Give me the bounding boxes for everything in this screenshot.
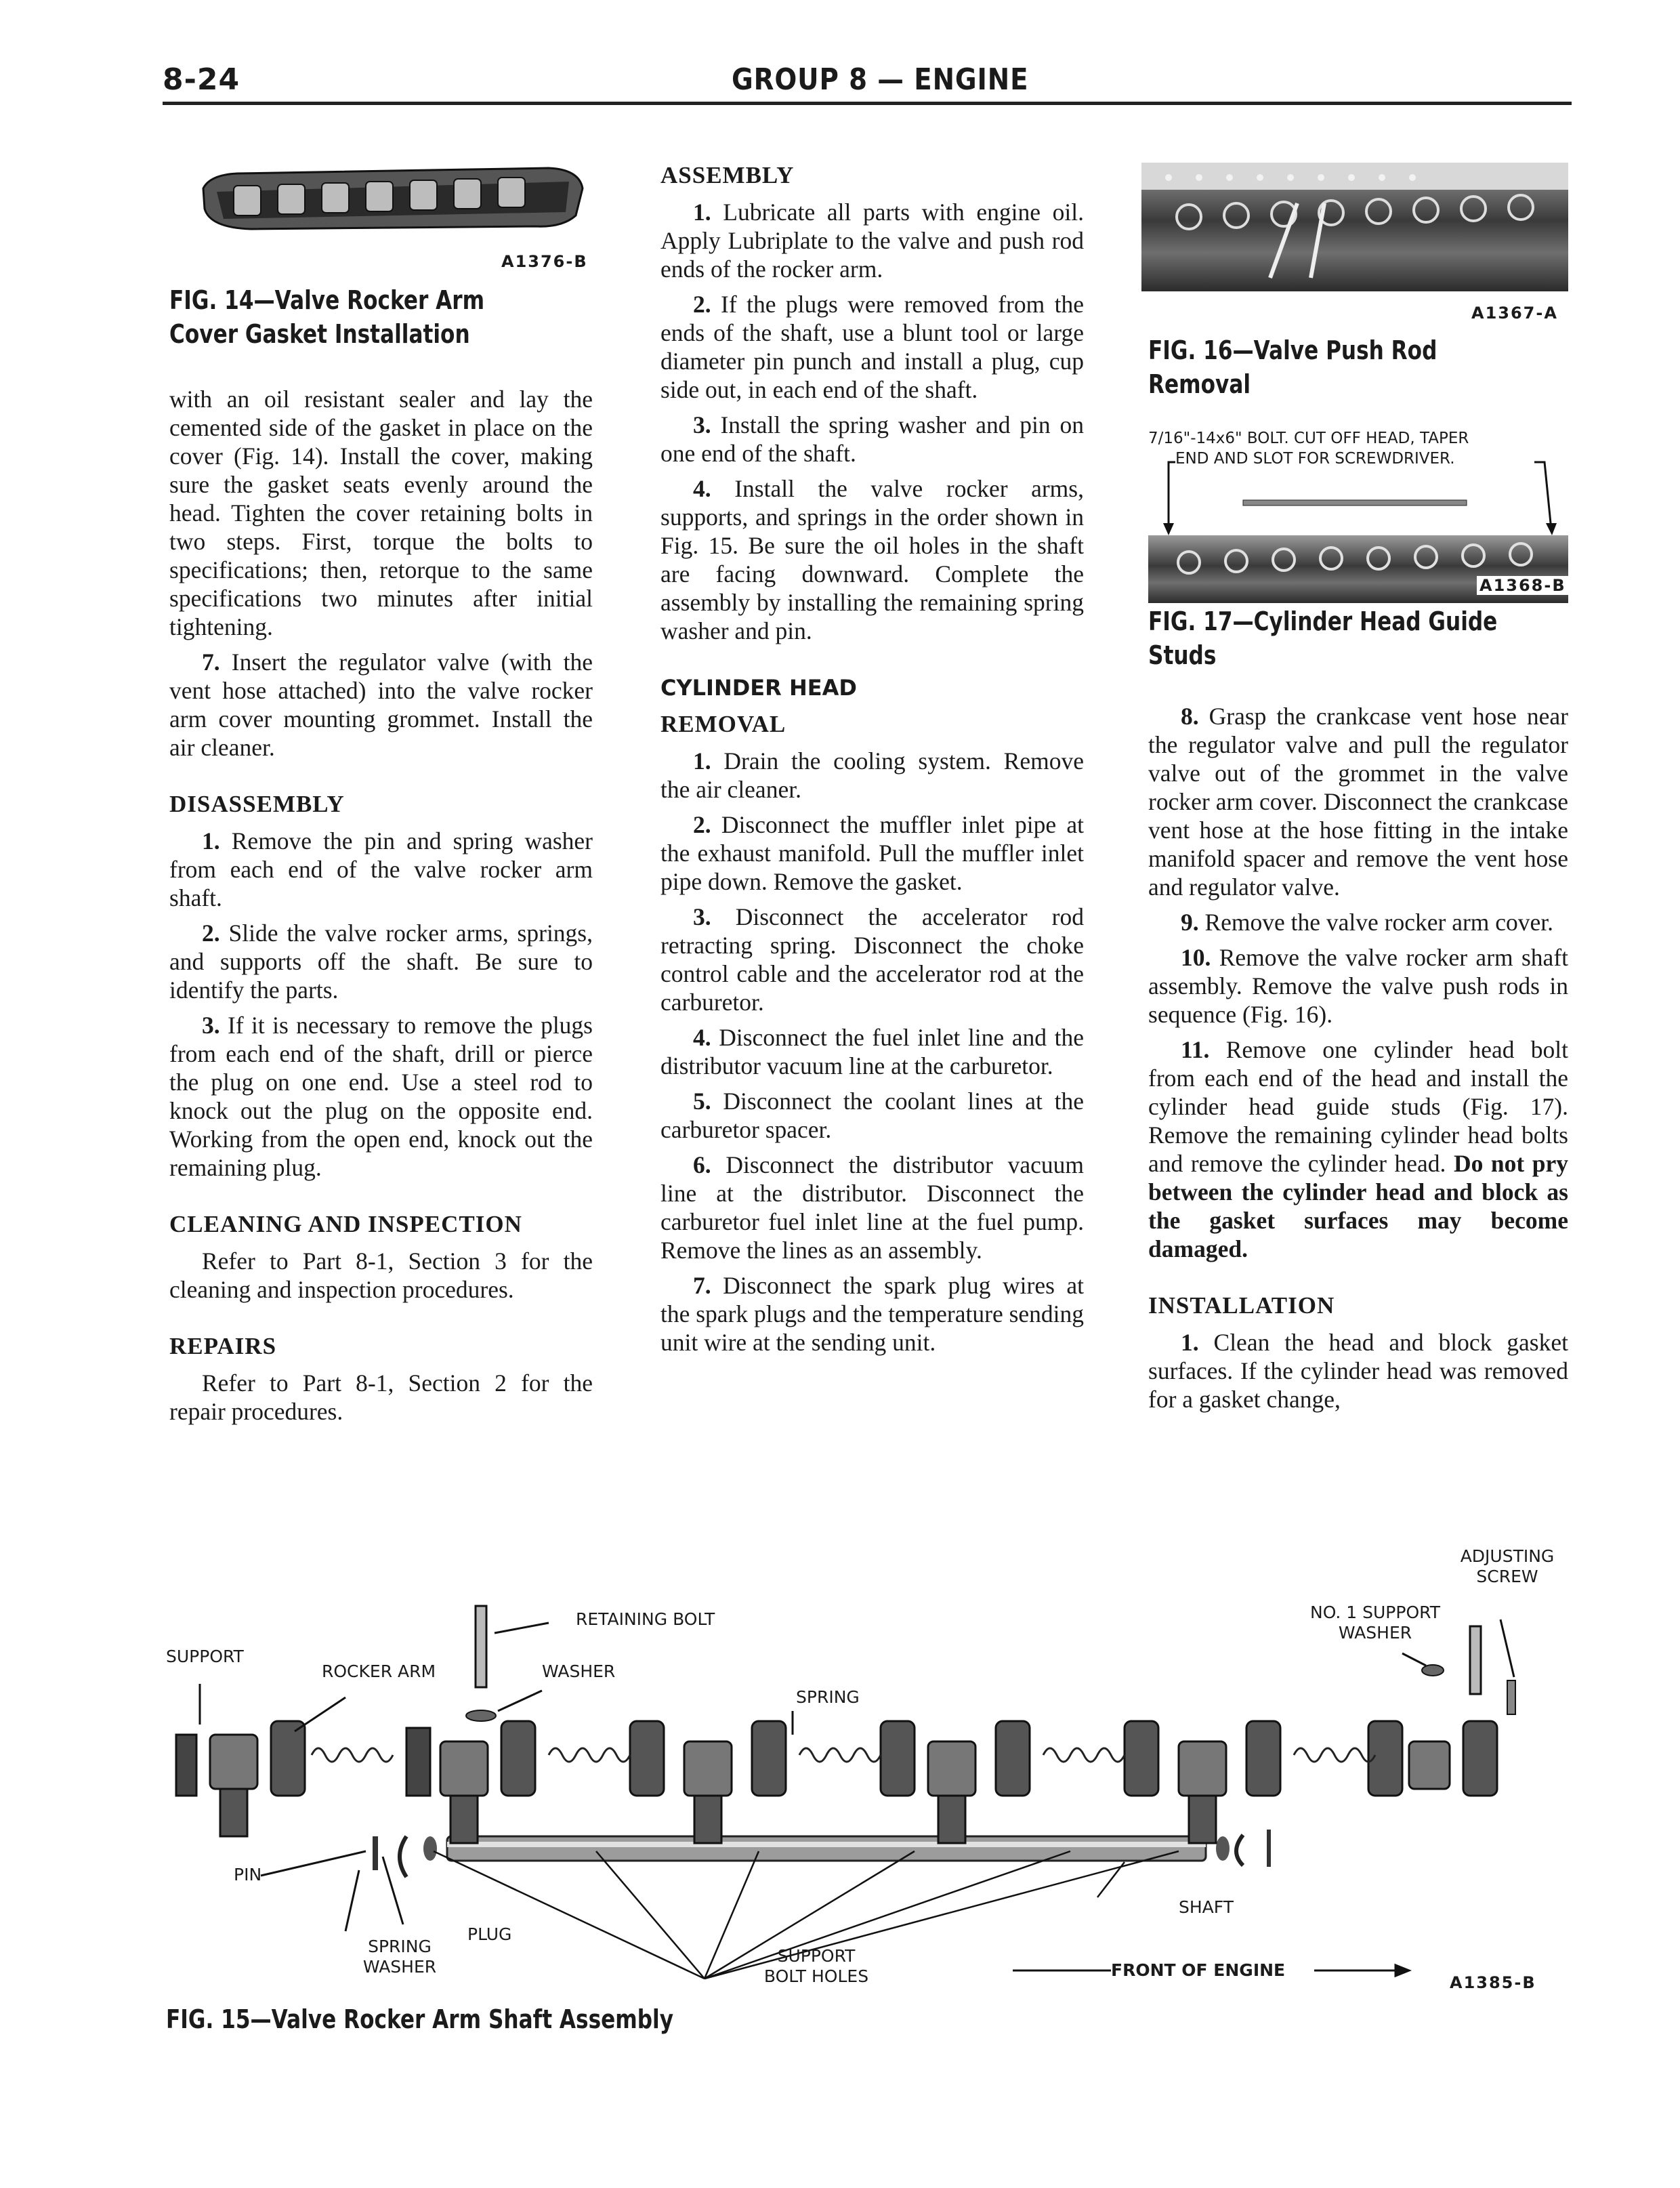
- label-retaining-bolt: RETAINING BOLT: [576, 1609, 715, 1629]
- asm-step1: 1. Lubricate all parts with engine oil. Apply Lubriplate to the valve and push rod ends of the rocker arm.: [660, 199, 1084, 283]
- fig15-code: A1385-B: [1450, 1973, 1536, 1992]
- column-2: [660, 161, 1084, 1363]
- fig17-code: A1368-B: [1477, 576, 1569, 595]
- fig17-note-line2: END AND SLOT FOR SCREWDRIVER.: [1175, 450, 1455, 468]
- rem-step1: 1. Drain the cooling system. Remove the air cleaner.: [660, 747, 1084, 803]
- label-adjusting-screw: [1440, 1546, 1575, 1587]
- label-no1-support-2: WASHER: [1338, 1623, 1412, 1643]
- fig14-illustration: [196, 161, 589, 236]
- rem-step6: 6. Disconnect the distributor vacuum line at the distributor. Disconnect the carburetor fuel inlet line at the fuel pump. Remove the lines as an assembly.: [660, 1151, 1084, 1264]
- column-3: [1148, 702, 1568, 1420]
- label-adjusting-screw-2: SCREW: [1476, 1567, 1538, 1586]
- label-support: SUPPORT: [166, 1647, 244, 1666]
- col1-para1: with an oil resistant sealer and lay the cemented side of the gasket in place on the cover (Fig. 14). Install the cover, making sure the gasket seats evenly around the head. Tighten the cover retaining bolts in two steps. First, torque the bolts to specifications; then, retorque to the same specifications two minutes after initial tightening.: [169, 386, 593, 640]
- asm-step3: 3. Install the spring washer and pin on one end of the shaft.: [660, 411, 1084, 467]
- label-spring: SPRING: [796, 1687, 860, 1707]
- label-rocker-arm: ROCKER ARM: [322, 1661, 436, 1681]
- fig14-code: A1376-B: [501, 252, 588, 271]
- label-support-bolt-holes-2: BOLT HOLES: [763, 1966, 869, 1986]
- fig16-caption-line2: Removal: [1148, 369, 1251, 399]
- label-pin: PIN: [234, 1865, 262, 1884]
- rem-step3: 3. Disconnect the accelerator rod retracting spring. Disconnect the choke control cable and the accelerator rod at the carburetor.: [660, 903, 1084, 1016]
- rem-step8: 8. Grasp the crankcase vent hose near the regulator valve and pull the regulator valve out of the grommet in the valve rocker arm cover. Disconnect the crankcase vent hose at the hose fitting in the intake manifold spacer and remove the vent hose and regulator valve.: [1148, 703, 1568, 901]
- asm-step4: 4. Install the valve rocker arms, supports, and springs in the order shown in Fig. 15. Be sure the oil holes in the shaft are facing downward. Complete the assembly by installing the remaining spring washer and pin.: [660, 475, 1084, 644]
- fig16-caption: [1148, 333, 1437, 401]
- installation-heading: INSTALLATION: [1148, 1292, 1335, 1319]
- page-number: 8-24: [163, 62, 240, 97]
- rem-step4: 4. Disconnect the fuel inlet line and the distributor vacuum line at the carburetor.: [660, 1024, 1084, 1079]
- fig14-caption: [169, 283, 484, 351]
- inst-step1: 1. Clean the head and block gasket surfaces. If the cylinder head was removed for a gasket change,: [1148, 1329, 1568, 1413]
- dis-step2: 2. Slide the valve rocker arms, springs, and supports off the shaft. Be sure to identify the parts.: [169, 920, 593, 1004]
- removal-heading: REMOVAL: [660, 711, 786, 737]
- column-1: [169, 385, 593, 1432]
- label-support-bolt-holes: [749, 1946, 884, 1987]
- fig16-photo: [1141, 163, 1568, 291]
- label-spring-washer-1: SPRING: [368, 1937, 432, 1956]
- label-washer: WASHER: [542, 1661, 616, 1681]
- fig17-callout-lines: [1155, 455, 1561, 537]
- label-spring-washer: [352, 1937, 447, 1977]
- label-no1-support-1: NO. 1 SUPPORT: [1310, 1603, 1440, 1622]
- label-no1-support-washer: [1301, 1603, 1450, 1643]
- dis-step1: 1. Remove the pin and spring washer from each end of the valve rocker arm shaft.: [169, 827, 593, 911]
- assembly-heading: ASSEMBLY: [660, 162, 795, 188]
- label-plug: PLUG: [467, 1924, 512, 1944]
- rem-step5: 5. Disconnect the coolant lines at the carburetor spacer.: [660, 1088, 1084, 1143]
- rem-step2: 2. Disconnect the muffler inlet pipe at the exhaust manifold. Pull the muffler inlet pipe down. Remove the gasket.: [660, 811, 1084, 895]
- fig16-code: A1367-A: [1471, 304, 1558, 323]
- asm-step2: 2. If the plugs were removed from the ends of the shaft, use a blunt tool or large diameter pin punch and install a plug, cup side out, in each end of the shaft.: [660, 291, 1084, 403]
- col1-step7: 7. Insert the regulator valve (with the vent hose attached) into the valve rocker arm cover mounting grommet. Install the air cleaner.: [169, 648, 593, 761]
- label-adjusting-screw-1: ADJUSTING: [1460, 1546, 1555, 1566]
- label-front-of-engine: FRONT OF ENGINE: [1111, 1960, 1286, 1980]
- rem-step7: 7. Disconnect the spark plug wires at the spark plugs and the temperature sending unit wire at the sending unit.: [660, 1272, 1085, 1356]
- fig14-caption-line1: FIG. 14—Valve Rocker Arm: [169, 285, 485, 315]
- cylinder-head-heading: CYLINDER HEAD: [660, 675, 857, 701]
- label-shaft: SHAFT: [1179, 1897, 1234, 1917]
- rem-step11: 11. Remove one cylinder head bolt from each end of the head and install the cylinder head guide studs (Fig. 17). Remove the remaining cylinder head bolts and remove the cylinder head. Do not pry between the cylinder head and block as the gasket surfaces may become damaged.: [1148, 1036, 1569, 1262]
- fig17-note-line1: 7/16"-14x6" BOLT. CUT OFF HEAD, TAPER: [1148, 430, 1469, 447]
- page-title: GROUP 8 — ENGINE: [732, 62, 1029, 97]
- disassembly-heading: DISASSEMBLY: [169, 791, 345, 817]
- repairs-heading: REPAIRS: [169, 1333, 277, 1359]
- rem-step10: 10. Remove the valve rocker arm shaft assembly. Remove the valve push rods in sequence (Fig. 16).: [1148, 944, 1568, 1028]
- fig15-caption: FIG. 15—Valve Rocker Arm Shaft Assembly: [166, 2004, 674, 2034]
- fig17-caption-line1: FIG. 17—Cylinder Head Guide: [1148, 606, 1498, 636]
- fig14-caption-line2: Cover Gasket Installation: [169, 319, 470, 349]
- cleaning-heading: CLEANING AND INSPECTION: [169, 1211, 522, 1237]
- fig17-caption-line2: Studs: [1148, 640, 1217, 670]
- rem-step9: 9. Remove the valve rocker arm cover.: [1181, 909, 1554, 936]
- header-rule: [163, 102, 1572, 105]
- cleaning-text: Refer to Part 8-1, Section 3 for the cleaning and inspection procedures.: [169, 1247, 593, 1303]
- repairs-text: Refer to Part 8-1, Section 2 for the repair procedures.: [169, 1369, 593, 1425]
- label-spring-washer-2: WASHER: [362, 1957, 437, 1977]
- fig16-caption-line1: FIG. 16—Valve Push Rod: [1148, 335, 1437, 365]
- label-support-bolt-holes-1: SUPPORT: [777, 1946, 856, 1966]
- fig17-caption: [1148, 604, 1497, 672]
- dis-step3: 3. If it is necessary to remove the plugs from each end of the shaft, drill or pierce the plug on one end. Use a steel rod to knock out the plug on the opposite end. Working from the open end, knock out the remaining plug.: [169, 1012, 593, 1181]
